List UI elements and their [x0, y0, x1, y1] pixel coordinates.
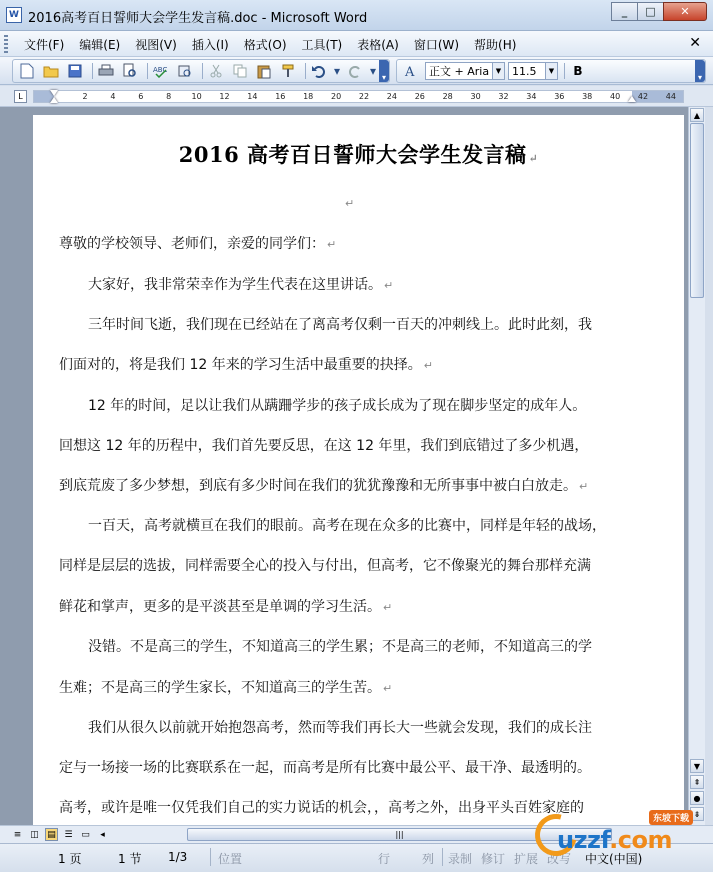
next-page-icon[interactable]: ⇟ [690, 807, 704, 821]
print-icon[interactable] [96, 62, 116, 80]
site-watermark-logo [531, 808, 709, 868]
cut-icon[interactable] [206, 62, 226, 80]
window-controls [612, 2, 707, 21]
status-track-changes[interactable]: 修订 [481, 852, 506, 866]
menu-items [24, 36, 531, 53]
horizontal-ruler [0, 86, 713, 107]
status-section: 1 节 [118, 852, 142, 866]
new-document-icon[interactable] [17, 62, 37, 80]
toolbar-separator [92, 63, 93, 79]
window-title: 2016高考百日誓师大会学生发言稿.doc - Microsoft Word [28, 11, 368, 26]
line-text: 高考，或许是唯一仅凭我们自己的实力说话的机会，，高考之外，出身平头百姓家庭的 [59, 800, 584, 816]
ruler-tick-label: 28 [442, 92, 453, 101]
maximize-button[interactable]: □ [637, 2, 664, 21]
hanging-indent-marker[interactable] [50, 97, 58, 103]
menu-help[interactable]: 帮助(H) [474, 38, 517, 52]
format-painter-icon[interactable] [278, 62, 298, 80]
spelling-icon[interactable] [151, 62, 171, 80]
doc-line [59, 354, 433, 374]
font-size-select[interactable] [508, 62, 558, 80]
scroll-down-icon[interactable]: ▼ [690, 759, 704, 773]
undo-dropdown-icon[interactable]: ▾ [333, 64, 341, 78]
ruler-tick-label: 24 [386, 92, 397, 101]
line-text: 生难；不是高三的学生家长，不知道高三的学生苦。 [59, 680, 381, 696]
outline-view-icon[interactable]: ☰ [64, 829, 73, 840]
select-browse-object-icon[interactable]: ● [690, 791, 704, 805]
first-line-indent-marker[interactable] [50, 90, 58, 96]
normal-view-icon[interactable]: ≡ [13, 829, 22, 840]
doc-line [59, 233, 336, 253]
doc-line [59, 555, 591, 575]
toolbar [0, 57, 713, 85]
doc-line [88, 314, 592, 334]
ruler-tick-label: 34 [526, 92, 537, 101]
line-text: 没错。不是高三的学生，不知道高三的学生累；不是高三的老师，不知道高三的学 [88, 639, 592, 655]
line-text: 大家好，我非常荣幸作为学生代表在这里讲话。 [88, 277, 382, 293]
doc-line [88, 515, 606, 535]
line-text: 我们从很久以前就开始抱怨高考，然而等我们再长大一些就会发现，我们的成长注 [88, 720, 592, 736]
redo-dropdown-icon[interactable]: ▾ [369, 64, 377, 78]
line-text: 一百天，高考就横亘在我们的眼前。高考在现在众多的比赛中，同样是年轻的战场， [88, 518, 606, 534]
doc-line [59, 757, 591, 777]
ruler-tick-label: 6 [138, 92, 144, 101]
open-folder-icon[interactable] [41, 62, 61, 80]
print-preview-icon[interactable] [120, 62, 140, 80]
watermark-brand-main: uzzf [557, 826, 610, 854]
ruler-tick-label: 20 [331, 92, 342, 101]
vertical-scroll-thumb[interactable] [690, 123, 704, 298]
web-layout-view-icon[interactable]: ◫ [30, 829, 39, 840]
ruler-tick-label: 12 [219, 92, 230, 101]
doc-line [88, 636, 592, 656]
ruler-tick-label: 42 [637, 92, 649, 101]
line-text: 定与一场接一场的比赛联系在一起，而高考是所有比赛中最公平、最干净、最透明的。 [59, 760, 591, 776]
toolbar-options-icon[interactable]: ▾ [379, 60, 389, 82]
status-page-of: 1/3 [168, 850, 188, 864]
style-select-value: 正文 + Aria [429, 65, 490, 78]
previous-page-icon[interactable]: ⇞ [690, 775, 704, 789]
doc-line [59, 797, 584, 817]
paragraph-mark: ↵ [384, 279, 394, 292]
undo-icon[interactable] [309, 62, 329, 80]
horizontal-scroll-thumb[interactable]: ||| [187, 828, 612, 841]
watermark-brand [557, 826, 672, 854]
paste-icon[interactable] [254, 62, 274, 80]
word-app-icon[interactable]: W [6, 7, 22, 23]
doc-line [59, 677, 392, 697]
ruler-tick-label: 32 [498, 92, 509, 101]
svg-text:ABC: ABC [153, 66, 168, 74]
menu-table[interactable]: 表格(A) [357, 38, 399, 52]
ruler-tick-label: 10 [191, 92, 202, 101]
ruler-tick-label: 14 [247, 92, 258, 101]
menu-file[interactable]: 文件(F) [24, 38, 65, 52]
menu-tools[interactable]: 工具(T) [301, 38, 343, 52]
menu-grip-icon[interactable] [4, 35, 8, 53]
menu-format[interactable]: 格式(O) [243, 38, 287, 52]
status-divider [210, 848, 211, 866]
line-text: 回想这 12 年的历程中，我们首先要反思，在这 12 年里，我们到底错过了多少机遇， [59, 438, 589, 454]
doc-line [59, 596, 392, 616]
menu-window[interactable]: 窗口(W) [413, 38, 460, 52]
research-icon[interactable] [175, 62, 195, 80]
toolbar-separator [147, 63, 148, 79]
ruler-tick-label: 8 [166, 92, 172, 101]
watermark-brand-suffix: .com [609, 826, 672, 854]
redo-icon[interactable] [345, 62, 365, 80]
style-select[interactable] [425, 62, 505, 80]
menu-view[interactable]: 视图(V) [135, 38, 177, 52]
font-size-value: 11.5 [512, 64, 537, 78]
print-layout-view-icon[interactable]: ▤ [45, 828, 58, 841]
document-page[interactable] [33, 115, 684, 825]
paragraph-mark: ↵ [383, 601, 393, 614]
empty-paragraph [343, 195, 354, 211]
scroll-left-icon[interactable]: ◂ [100, 829, 105, 840]
save-icon[interactable] [65, 62, 85, 80]
document-heading [33, 139, 684, 169]
ruler-tick-label: 36 [554, 92, 565, 101]
reading-layout-view-icon[interactable]: ▭ [81, 829, 90, 840]
title-bar [0, 0, 713, 31]
scroll-up-icon[interactable]: ▲ [690, 108, 704, 122]
status-position: 位置 [218, 852, 243, 866]
line-text: 同样是层层的选拔，同样需要全心的投入与付出，但高考，它不像聚光的舞台那样充满 [59, 558, 591, 574]
menu-insert[interactable]: 插入(I) [191, 38, 229, 52]
ruler-tick-label: 44 [665, 92, 676, 101]
status-language: 中文(中国) [585, 852, 643, 866]
svg-text:A: A [405, 65, 415, 78]
status-overtype[interactable]: 改写 [547, 852, 572, 866]
ruler-tick-label: 26 [414, 92, 425, 101]
bold-button[interactable]: B [573, 64, 583, 78]
status-record[interactable]: 录制 [448, 852, 473, 866]
paragraph-mark: ↵ [423, 359, 433, 372]
line-text: 12 年的时间，足以让我们从蹒跚学步的孩子成长成为了现在脚步坚定的成年人。 [88, 398, 587, 414]
status-extend[interactable]: 扩展 [514, 852, 539, 866]
document-workspace[interactable] [0, 107, 688, 825]
line-text: 尊敬的学校领导、老师们，亲爱的同学们： [59, 236, 325, 252]
tab-selector[interactable]: L [14, 90, 27, 103]
close-window-button[interactable]: ✕ [663, 2, 707, 21]
line-text: 鲜花和掌声，更多的是平淡甚至是单调的学习生活。 [59, 599, 381, 615]
ruler-tick-label: 40 [610, 92, 621, 101]
doc-line [88, 717, 592, 737]
status-line: 行 [378, 852, 391, 866]
status-divider [442, 848, 443, 866]
paragraph-mark: ↵ [345, 197, 355, 210]
doc-line [88, 274, 393, 294]
paragraph-mark: ↵ [579, 480, 589, 493]
ruler-tick-label: 30 [470, 92, 481, 101]
vertical-scrollbar[interactable] [688, 107, 705, 825]
line-text: 们面对的，将是我们 12 年来的学习生活中最重要的抉择。 [59, 357, 422, 373]
paragraph-mark: ↵ [327, 238, 337, 251]
minimize-button[interactable]: _ [611, 2, 638, 21]
ruler-tick-label: 38 [582, 92, 593, 101]
doc-line [59, 435, 588, 455]
status-column: 列 [422, 852, 435, 866]
styles-formatting-icon[interactable] [401, 62, 421, 80]
ruler-tick-label: 22 [358, 92, 370, 101]
line-text: 三年时间飞逝，我们现在已经站在了离高考仅剩一百天的冲刺线上。此时此刻，我 [88, 317, 592, 333]
chevron-down-icon[interactable]: ▼ [545, 63, 557, 79]
toolbar-separator [202, 63, 203, 79]
doc-line [59, 475, 588, 495]
toolbar-options-icon[interactable]: ▾ [695, 60, 705, 82]
close-document-button[interactable]: ✕ [689, 35, 701, 51]
paragraph-mark: ↵ [383, 682, 393, 695]
menu-bar [0, 31, 713, 57]
watermark-tag: 东坡下载 [649, 810, 693, 825]
chevron-down-icon[interactable]: ▼ [492, 63, 504, 79]
line-text: 到底荒废了多少梦想，到底有多少时间在我们的犹犹豫豫和无所事事中被白白放走。 [59, 478, 577, 494]
toolbar-separator [564, 63, 565, 79]
ruler-tick-label: 16 [275, 92, 286, 101]
ruler-strip[interactable] [33, 90, 684, 103]
ruler-tick-label: 4 [110, 92, 116, 101]
copy-icon[interactable] [230, 62, 250, 80]
formatting-toolbar [396, 59, 706, 83]
ruler-tick-label: 18 [303, 92, 314, 101]
standard-toolbar [12, 59, 390, 83]
status-page: 1 页 [58, 852, 82, 866]
doc-line [88, 395, 586, 415]
ruler-tick-label: 2 [82, 92, 88, 101]
right-indent-marker[interactable] [628, 96, 636, 102]
menu-edit[interactable]: 编辑(E) [79, 38, 121, 52]
document-heading-text: 2016 高考百日誓师大会学生发言稿 [178, 142, 527, 167]
paragraph-mark: ↵ [528, 152, 539, 165]
toolbar-separator [305, 63, 306, 79]
